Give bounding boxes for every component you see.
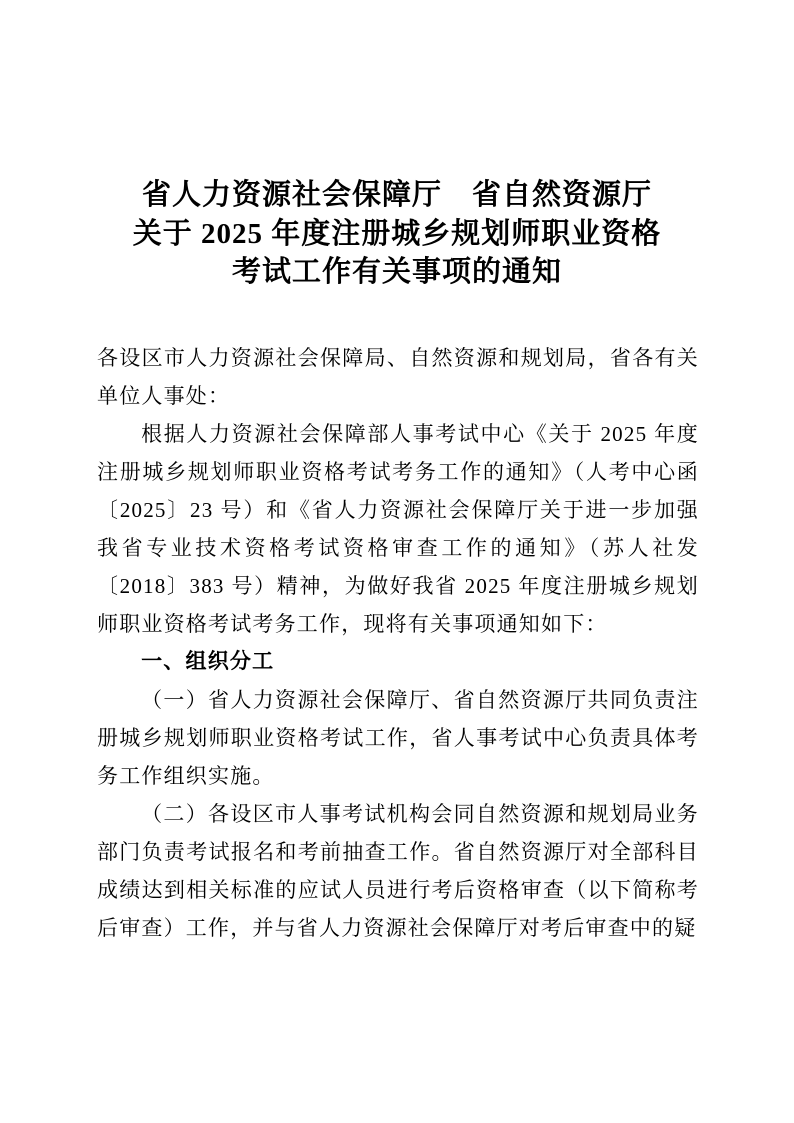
section1-paragraph-1: （一）省人力资源社会保障厅、省自然资源厅共同负责注册城乡规划师职业资格考试工作，省人事考试中心负责具体考务工作组织实施。 xyxy=(97,688,699,788)
document-title-line-1: 省人力资源社会保障厅 省自然资源厅 xyxy=(141,179,652,211)
document-title xyxy=(97,176,697,292)
document-title-line-3: 考试工作有关事项的通知 xyxy=(231,256,562,288)
section1-paragraph-2: （二）各设区市人事考试机构会同自然资源和规划局业务部门负责考试报名和考前抽查工作。省自然资源厅对全部科目成绩达到相关标准的应试人员进行考后资格审查（以下简称考后审查）工作，并与省人力资源社会保障厅对考后审查中的疑 xyxy=(97,802,699,940)
intro-paragraph: 根据人力资源社会保障部人事考试中心《关于 2025 年度注册城乡规划师职业资格考试考务工作的通知》（人考中心函〔2025〕23 号）和《省人力资源社会保障厅关于进一步加强我省专业技术资格考试资格审查工作的通知》（苏人社发〔2018〕383 号）精神，为做好我省 2025 年度注册城乡规划师职业资格考试考务工作，现将有关事项通知如下： xyxy=(97,422,699,636)
document-body xyxy=(97,339,699,947)
section-heading-organization: 一、组织分工 xyxy=(141,650,275,673)
salutation-paragraph: 各设区市人力资源社会保障局、自然资源和规划局，省各有关单位人事处： xyxy=(97,346,699,408)
document-title-line-2: 关于 2025 年度注册城乡规划师职业资格 xyxy=(132,217,662,250)
